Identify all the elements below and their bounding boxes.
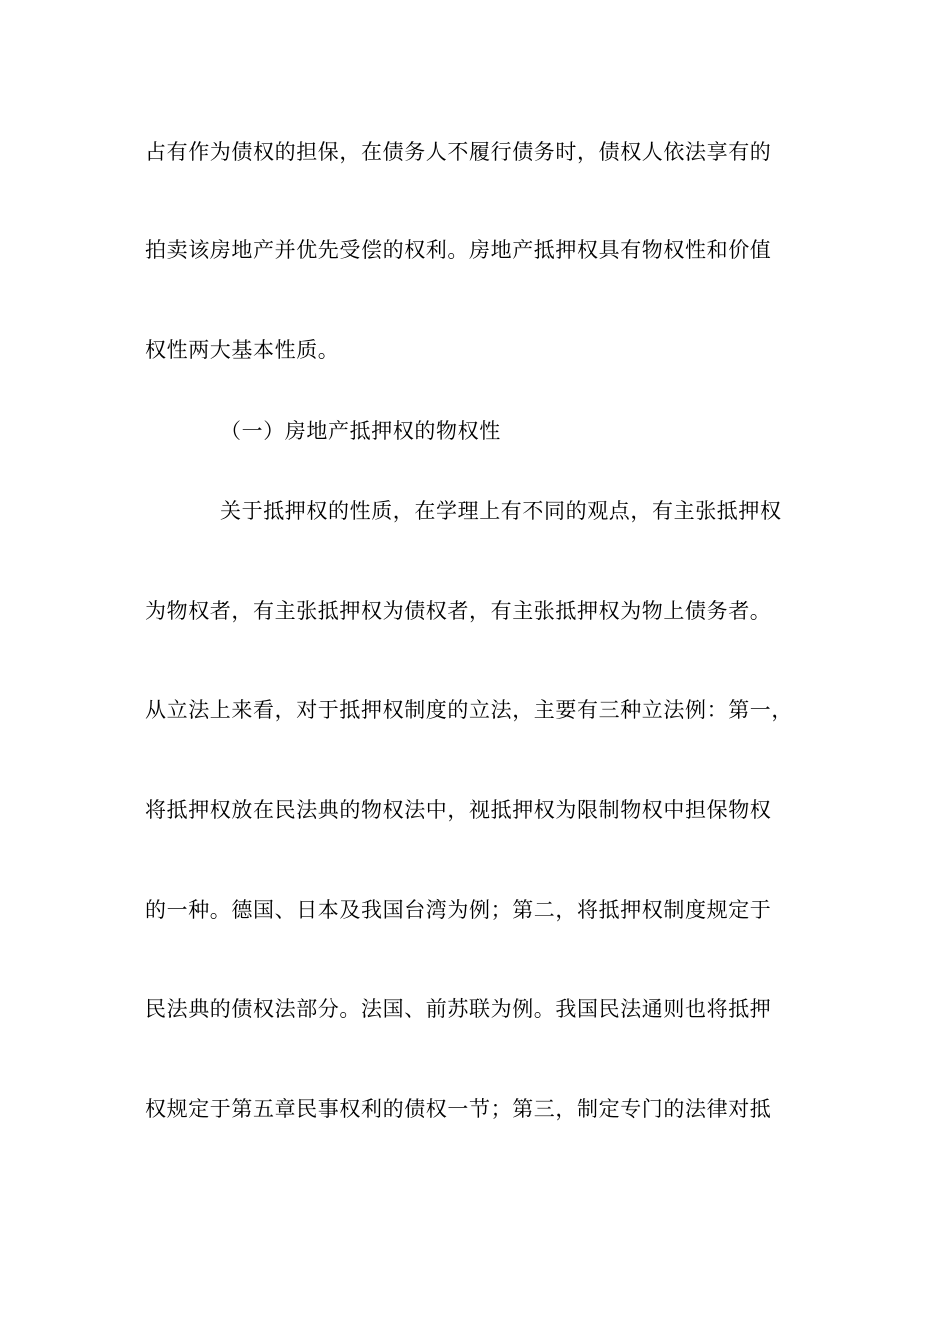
paragraph-line-5: 关于抵押权的性质，在学理上有不同的观点，有主张抵押权 [220, 499, 782, 523]
paragraph-line-3: 权性两大基本性质。 [145, 338, 340, 362]
paragraph-line-8: 将抵押权放在民法典的物权法中，视抵押权为限制物权中担保物权 [145, 798, 772, 822]
paragraph-line-10: 民法典的债权法部分。法国、前苏联为例。我国民法通则也将抵押 [145, 997, 772, 1021]
paragraph-line-6: 为物权者，有主张抵押权为债权者，有主张抵押权为物上债务者。 [145, 599, 772, 623]
paragraph-line-2: 拍卖该房地产并优先受偿的权利。房地产抵押权具有物权性和价值 [145, 238, 772, 262]
paragraph-line-1: 占有作为债权的担保，在债务人不履行债务时，债权人依法享有的 [145, 140, 772, 164]
paragraph-line-11: 权规定于第五章民事权利的债权一节；第三，制定专门的法律对抵 [145, 1097, 772, 1121]
section-heading: （一）房地产抵押权的物权性 [220, 419, 501, 443]
paragraph-line-9: 的一种。德国、日本及我国台湾为例；第二，将抵押权制度规定于 [145, 898, 772, 922]
paragraph-line-7: 从立法上来看，对于抵押权制度的立法，主要有三种立法例：第一， [145, 698, 793, 722]
